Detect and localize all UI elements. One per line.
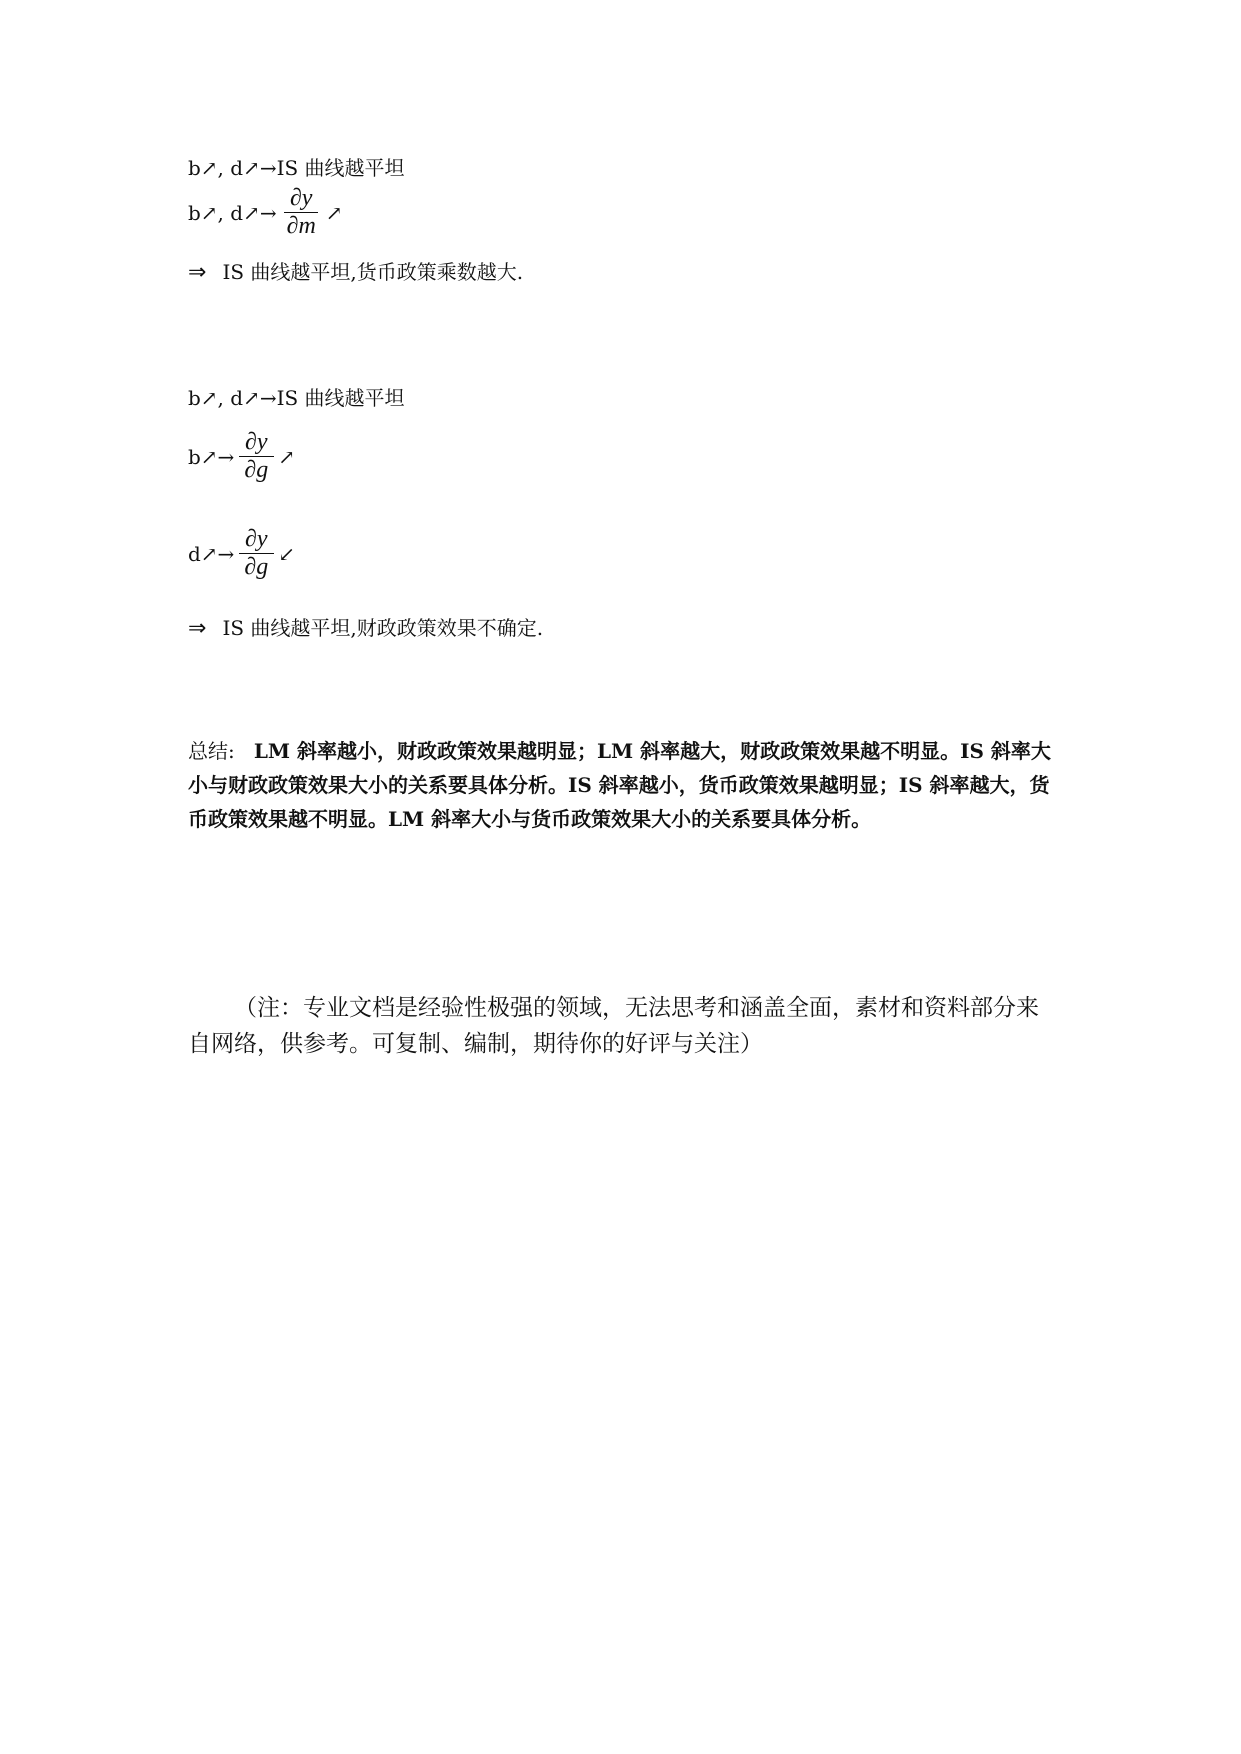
s1-conclusion-text: IS 曲线越平坦,货币政策乘数越大. <box>222 260 524 284</box>
s1-line2-suffix: ↗ <box>325 200 343 225</box>
s1-frac-denominator: ∂m <box>286 213 316 240</box>
s2-line3-suffix: ↙ <box>278 541 295 566</box>
s2-derivative-line-d <box>188 527 295 580</box>
s1-line2-prefix: b↗, d↗→ <box>188 200 277 225</box>
s2-line2-suffix: ↗ <box>278 444 295 469</box>
s2-conclusion-text: IS 曲线越平坦,财政政策效果不确定. <box>222 616 544 640</box>
implies-symbol: ⇒ <box>188 260 207 285</box>
s1-conclusion <box>188 256 523 285</box>
s1-line1: b↗, d↗→IS 曲线越平坦 <box>188 156 405 180</box>
s2-fraction-b <box>238 430 274 483</box>
summary-text: LM 斜率越小，财政政策效果越明显；LM 斜率越大，财政政策效果越不明显。IS 斜率大小与财政政策效果大小的关系要具体分析。IS 斜率越小，货币政策效果越明显；IS 斜率越大，货币政策效果越不明显。LM 斜率大小与货币政策效果大小的关系要具体分析。 <box>188 739 1051 831</box>
s2-frac-b-numerator: ∂y <box>239 430 274 457</box>
s1-derivative-line <box>188 186 343 239</box>
s2-derivative-line-b <box>188 430 295 483</box>
s2-frac-b-denominator: ∂g <box>244 457 269 484</box>
s2-frac-d-numerator: ∂y <box>239 527 274 554</box>
s2-line3-prefix: d↗→ <box>188 541 235 566</box>
s2-fraction-d <box>238 527 274 580</box>
summary-paragraph <box>188 734 1058 836</box>
implies-symbol: ⇒ <box>188 616 207 641</box>
s2-frac-d-denominator: ∂g <box>244 554 269 581</box>
s1-frac-numerator: ∂y <box>284 186 319 213</box>
s2-conclusion <box>188 612 543 641</box>
s2-line1: b↗, d↗→IS 曲线越平坦 <box>188 386 405 410</box>
s2-line2-prefix: b↗→ <box>188 444 235 469</box>
note-paragraph: （注：专业文档是经验性极强的领域，无法思考和涵盖全面，素材和资料部分来自网络，供参考。可复制、编制，期待你的好评与关注） <box>188 995 1039 1057</box>
s1-fraction <box>281 186 322 239</box>
summary-label: 总结: <box>188 739 235 763</box>
